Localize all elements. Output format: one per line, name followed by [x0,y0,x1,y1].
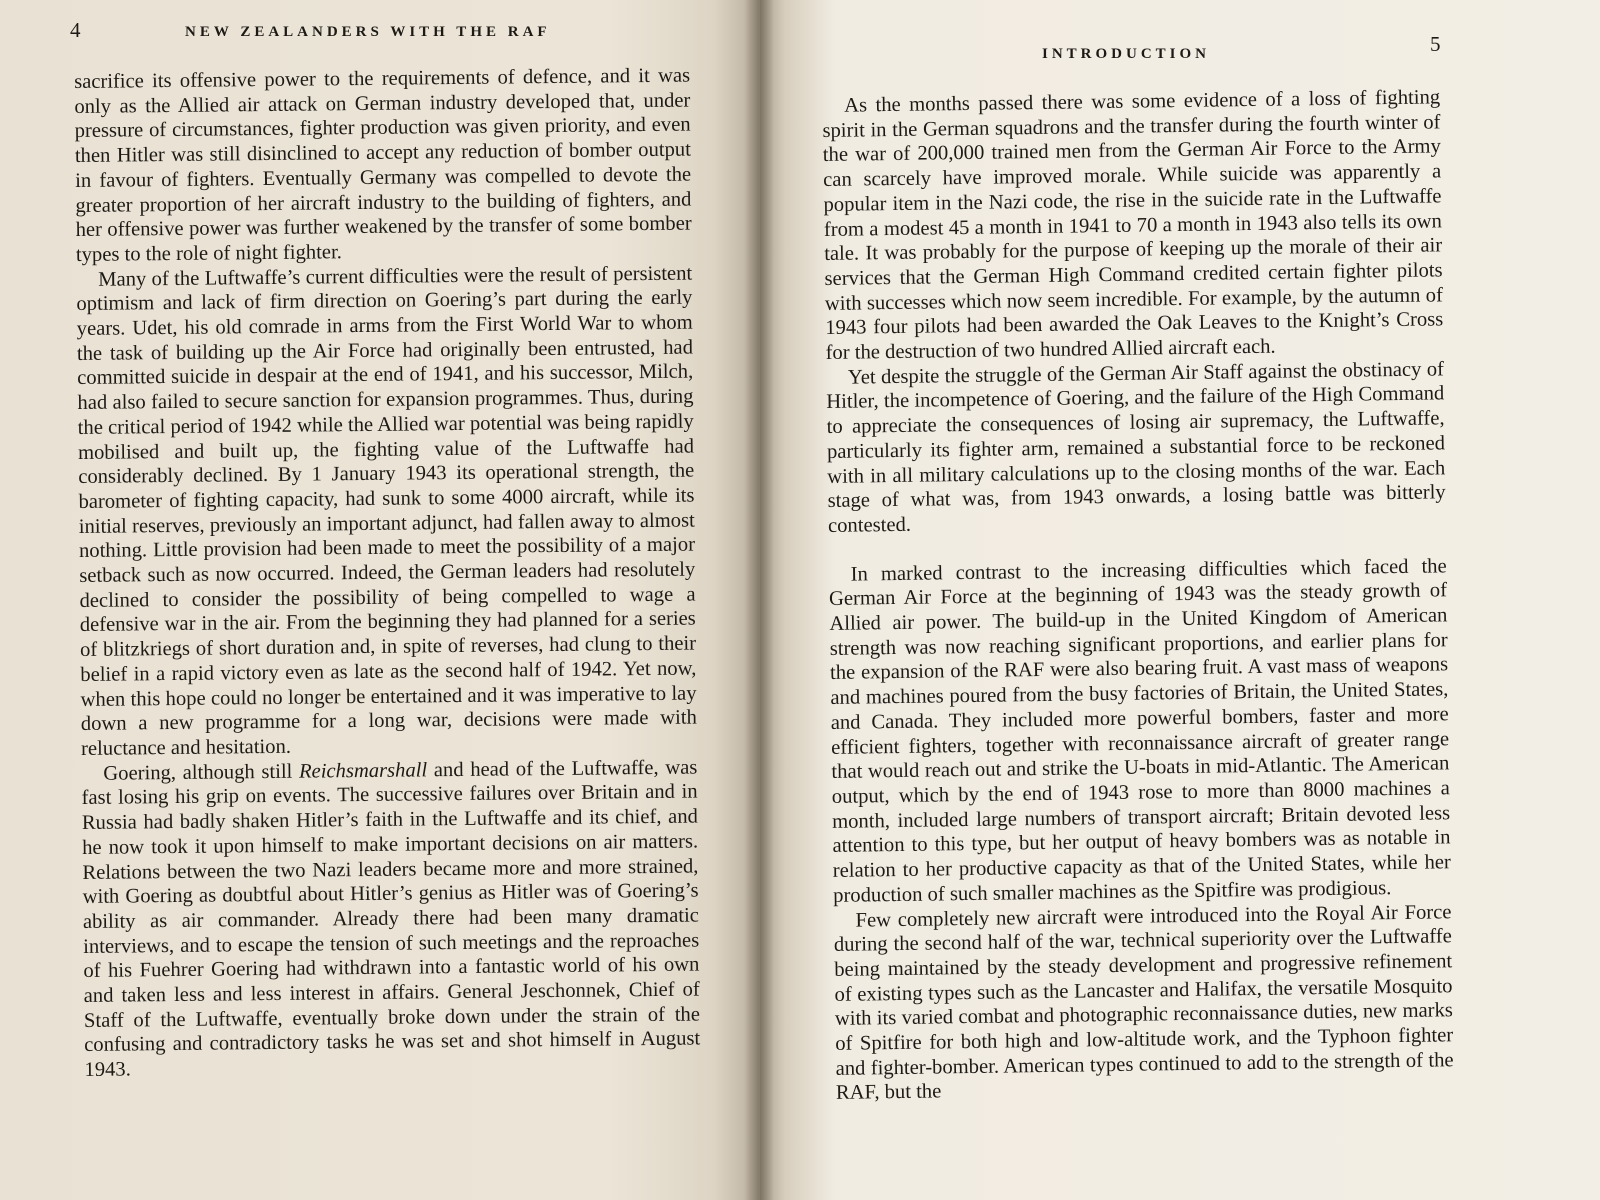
right-page [760,0,1600,1200]
paragraph: As the months passed there was some evidence of a loss of fighting spirit in the German squadrons and the transfer during the fourth winter of the war of 200,000 trained men from the German Air Force to the Army can scarcely have improved morale. While suicide was apparently a popular item in the Nazi code, the rise in the suicide rate in the Luftwaffe from a modest 45 a month in 1941 to 70 a month in 1943 also tells its own tale. It was probably for the purpose of keeping up the morale of their air services that the German High Command credited certain fighter pilots with successes which now seem incredible. For example, by the autumn of 1943 four pilots had been awarded the Oak Leaves to the Knight’s Cross for the destruction of two hundred Allied aircraft each. [822,86,1444,365]
left-text-block [74,64,701,1083]
page-number-left: 4 [70,18,81,42]
paragraph-text: Goering, although still [103,760,300,785]
italic-term: Reichsmarshall [298,759,428,783]
paragraph-text: and head of the Luftwaffe, was fast losing his grip on events. The successive failures over Britain and in Russia had badly shaken Hitler’s faith in the Luftwaffe and its chief, and he now took it upon himself to make important decisions on air matters. Relations between the two Nazi leaders became more and more strained, with Goering as doubtful about Hitler’s genius as Hitler was of Goering’s ability as air commander. Already there had been many dramatic interviews, and to escape the tension of such meetings and the reproaches of his Fuehrer Goering had withdrawn into a fantastic world of his own and taken less and less interest in affairs. General Jeschonnek, Chief of Staff of the Luftwaffe, eventually broke down under the strain of the confusing and contradictory tasks he was set and shot himself in August 1943. [81,756,701,1082]
paragraph: In marked contrast to the increasing difficulties which faced the German Air Force at the beginning of 1943 was the steady growth of Allied air power. The build-up in the United Kingdom of American strength was now reaching significant proportions, and earlier plans for the expansion of the RAF were also bearing fruit. A vast mass of weapons and machines poured from the busy factories of Britain, the United States, and Canada. They included more powerful bombers, faster and more efficient fighters, together with reconnaissance aircraft of greater range that would reach out and strike the U-boats in mid-Atlantic. The American output, which by the end of 1943 rose to more than 8000 machines a month, included large numbers of transport aircraft; Britain devoted less attention to this type, but her output of heavy bombers was as notable in relation to her productive capacity as that of the United States, while her production of such smaller machines as the Spitfire was prodigious. [828,554,1451,907]
page-number-right: 5 [1430,32,1441,56]
running-head-right: INTRODUCTION [1042,46,1211,62]
paragraph: Yet despite the struggle of the German Air Staff against the obstinacy of Hitler, the incompetence of Goering, and the failure of the High Command to appreciate the consequences of losing air supremacy, the Luftwaffe, particularly its fighter arm, remained a substantial force to be reckoned with in all military calculations up to the closing months of the war. Each stage of what was, from 1943 onwards, a losing battle was bitterly contested. [826,358,1446,537]
paragraph: Few completely new aircraft were introduced into the Royal Air Force during the second half of the war, technical superiority over the Luftwaffe being maintained by the steady development and progressive refinement of existing types such as the Lancaster and Halifax, the versatile Mosquito with its varied combat and photographic reconnaissance duties, new marks of Spitfire for both high and low-altitude work, and the Typhoon fighter and fighter-bomber. American types continued to add to the strength of the RAF, but the [833,900,1454,1105]
book-gutter [744,0,774,1200]
left-page [0,0,760,1200]
paragraph: Many of the Luftwaffe’s current difficulties were the result of persistent optimism and lack of firm direction on Goering’s part during the early years. Udet, his old comrade in arms from the First World War to whom the task of building up the Air Force had originally been entrusted, had committed suicide in despair at the end of 1941, and his successor, Milch, had also failed to secure sanction for expansion programmes. Thus, during the critical period of 1942 while the Allied war potential was being rapidly mobilised and built up, the fighting value of the Luftwaffe had considerably declined. By 1 January 1943 its operational strength, the barometer of fighting capacity, had sunk to some 4000 aircraft, while its initial reserves, previously an important adjunct, had fallen away to almost nothing. Little provision had been made to meet the possibility of a major setback such as now occurred. Indeed, the German leaders had resolutely declined to consider the possibility of being compelled to wage a defensive war in the air. From the beginning they had planned for a series of blitzkriegs of short duration and, in spite of reverses, had clung to their belief in a rapid victory even as late as the second half of 1942. Yet now, when this hope could no longer be entertained and it was imperative to lay down a new programme for a long war, decisions were made with reluctance and hesitation. [76,262,697,760]
running-head-left: NEW ZEALANDERS WITH THE RAF [185,24,551,40]
paragraph: sacrifice its offensive power to the requirements of defence, and it was only as the Allied air attack on German industry developed that, under pressure of circumstances, fighter production was given priority, and even then Hitler was still disinclined to accept any reduction of bomber output in favour of fighters. Eventually Germany was compelled to devote the greater proportion of her aircraft industry to the building of fighters, and her offensive power was further weakened by the transfer of some bomber types to the role of night fighter. [74,64,692,266]
paragraph [81,755,700,1083]
right-text-block [822,85,1454,1106]
